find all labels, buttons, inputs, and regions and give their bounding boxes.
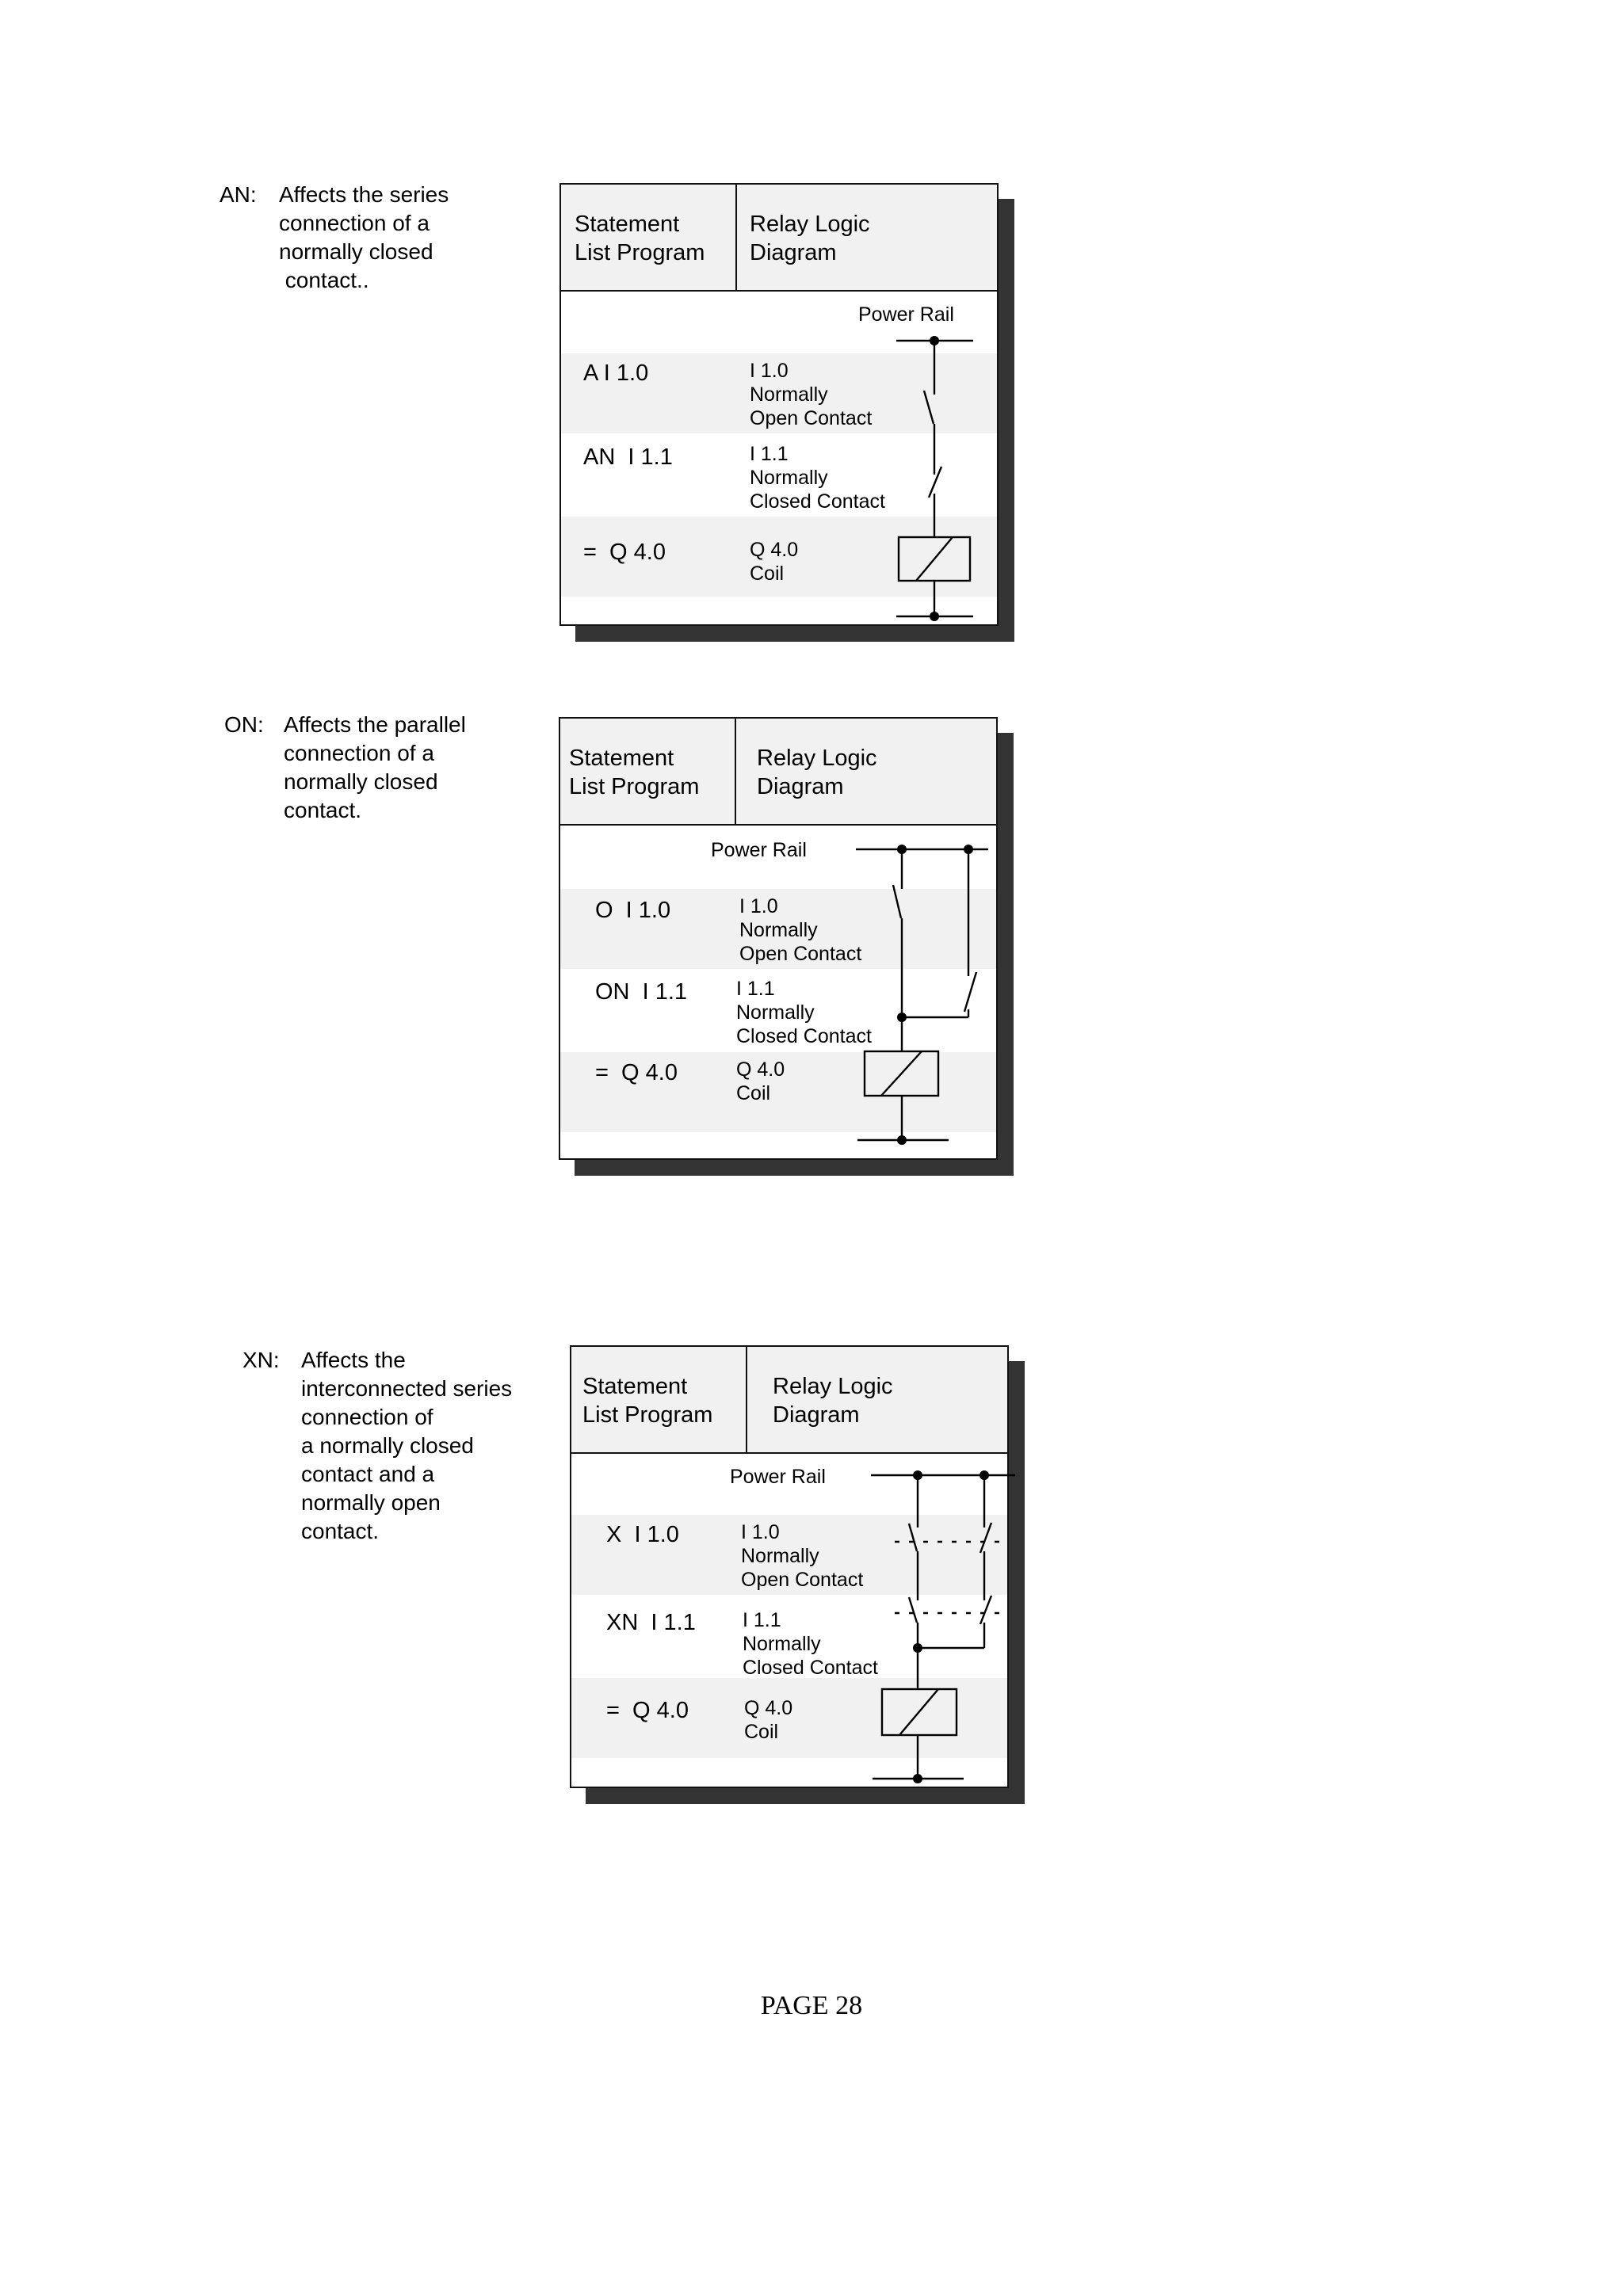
contact-label: I 1.0 Normally Open Contact <box>739 895 862 965</box>
no-contact-blade <box>924 391 934 424</box>
junction-dot <box>964 845 973 854</box>
no-contact-blade <box>893 885 901 918</box>
power-rail-label: Power Rail <box>711 839 807 861</box>
coil-label: Q 4.0 Coil <box>736 1058 785 1104</box>
coil-label: Q 4.0 Coil <box>750 539 799 585</box>
coil-slash <box>881 1051 922 1096</box>
header-statement-list: Statement List Program <box>569 746 700 799</box>
stl-instruction: ON I 1.1 <box>595 979 688 1005</box>
nc-contact-blade <box>980 1596 991 1624</box>
junction-dot <box>897 845 907 854</box>
op-description: Affects the parallel connection of a normally closed contact. <box>284 712 466 822</box>
relay-logic-table <box>559 717 998 1160</box>
nc-contact-blade <box>964 972 976 1012</box>
nc-contact-blade <box>980 1523 991 1553</box>
coil-label: Q 4.0 Coil <box>744 1697 793 1743</box>
no-contact-blade <box>909 1597 917 1623</box>
ladder-diagram <box>560 719 996 1158</box>
stl-instruction: X I 1.0 <box>606 1522 679 1547</box>
junction-dot <box>980 1470 989 1480</box>
coil-slash <box>899 1689 938 1735</box>
stl-instruction: = Q 4.0 <box>583 540 666 565</box>
contact-label: I 1.1 Normally Closed Contact <box>736 978 872 1047</box>
stl-instruction: AN I 1.1 <box>583 444 673 470</box>
header-statement-list: Statement List Program <box>575 212 705 265</box>
contact-label: I 1.1 Normally Closed Contact <box>743 1609 878 1679</box>
contact-label: I 1.1 Normally Closed Contact <box>750 443 885 513</box>
junction-dot <box>930 612 939 621</box>
junction-dot <box>897 1013 907 1022</box>
op-description: Affects the interconnected series connection of a normally closed contact and a normally open contact. <box>301 1348 513 1543</box>
stl-instruction: XN I 1.1 <box>606 1610 696 1635</box>
header-relay-logic: Relay Logic Diagram <box>750 212 870 265</box>
junction-dot <box>930 336 939 345</box>
power-rail-label: Power Rail <box>858 303 954 326</box>
stl-instruction: O I 1.0 <box>595 898 671 923</box>
op-code: AN: <box>220 182 257 207</box>
relay-logic-table <box>559 183 999 626</box>
no-contact-blade <box>909 1524 917 1551</box>
contact-label: I 1.0 Normally Open Contact <box>741 1521 864 1591</box>
contact-label: I 1.0 Normally Open Contact <box>750 360 873 429</box>
header-relay-logic: Relay Logic Diagram <box>773 1374 893 1428</box>
junction-dot <box>913 1774 922 1783</box>
relay-logic-table <box>570 1345 1009 1788</box>
coil-slash <box>916 537 953 581</box>
junction-dot <box>913 1643 922 1653</box>
header-statement-list: Statement List Program <box>582 1374 713 1428</box>
op-code: ON: <box>224 712 264 737</box>
power-rail-label: Power Rail <box>730 1466 826 1488</box>
ladder-diagram <box>571 1347 1007 1787</box>
op-code: XN: <box>242 1348 280 1372</box>
stl-instruction: A I 1.0 <box>583 360 649 386</box>
stl-instruction: = Q 4.0 <box>595 1060 678 1085</box>
junction-dot <box>913 1470 922 1480</box>
page-number: PAGE 28 <box>760 1991 863 2020</box>
ladder-diagram <box>561 185 997 624</box>
junction-dot <box>897 1135 907 1145</box>
header-relay-logic: Relay Logic Diagram <box>757 746 877 799</box>
op-description: Affects the series connection of a normally closed contact.. <box>279 182 449 292</box>
stl-instruction: = Q 4.0 <box>606 1698 689 1723</box>
